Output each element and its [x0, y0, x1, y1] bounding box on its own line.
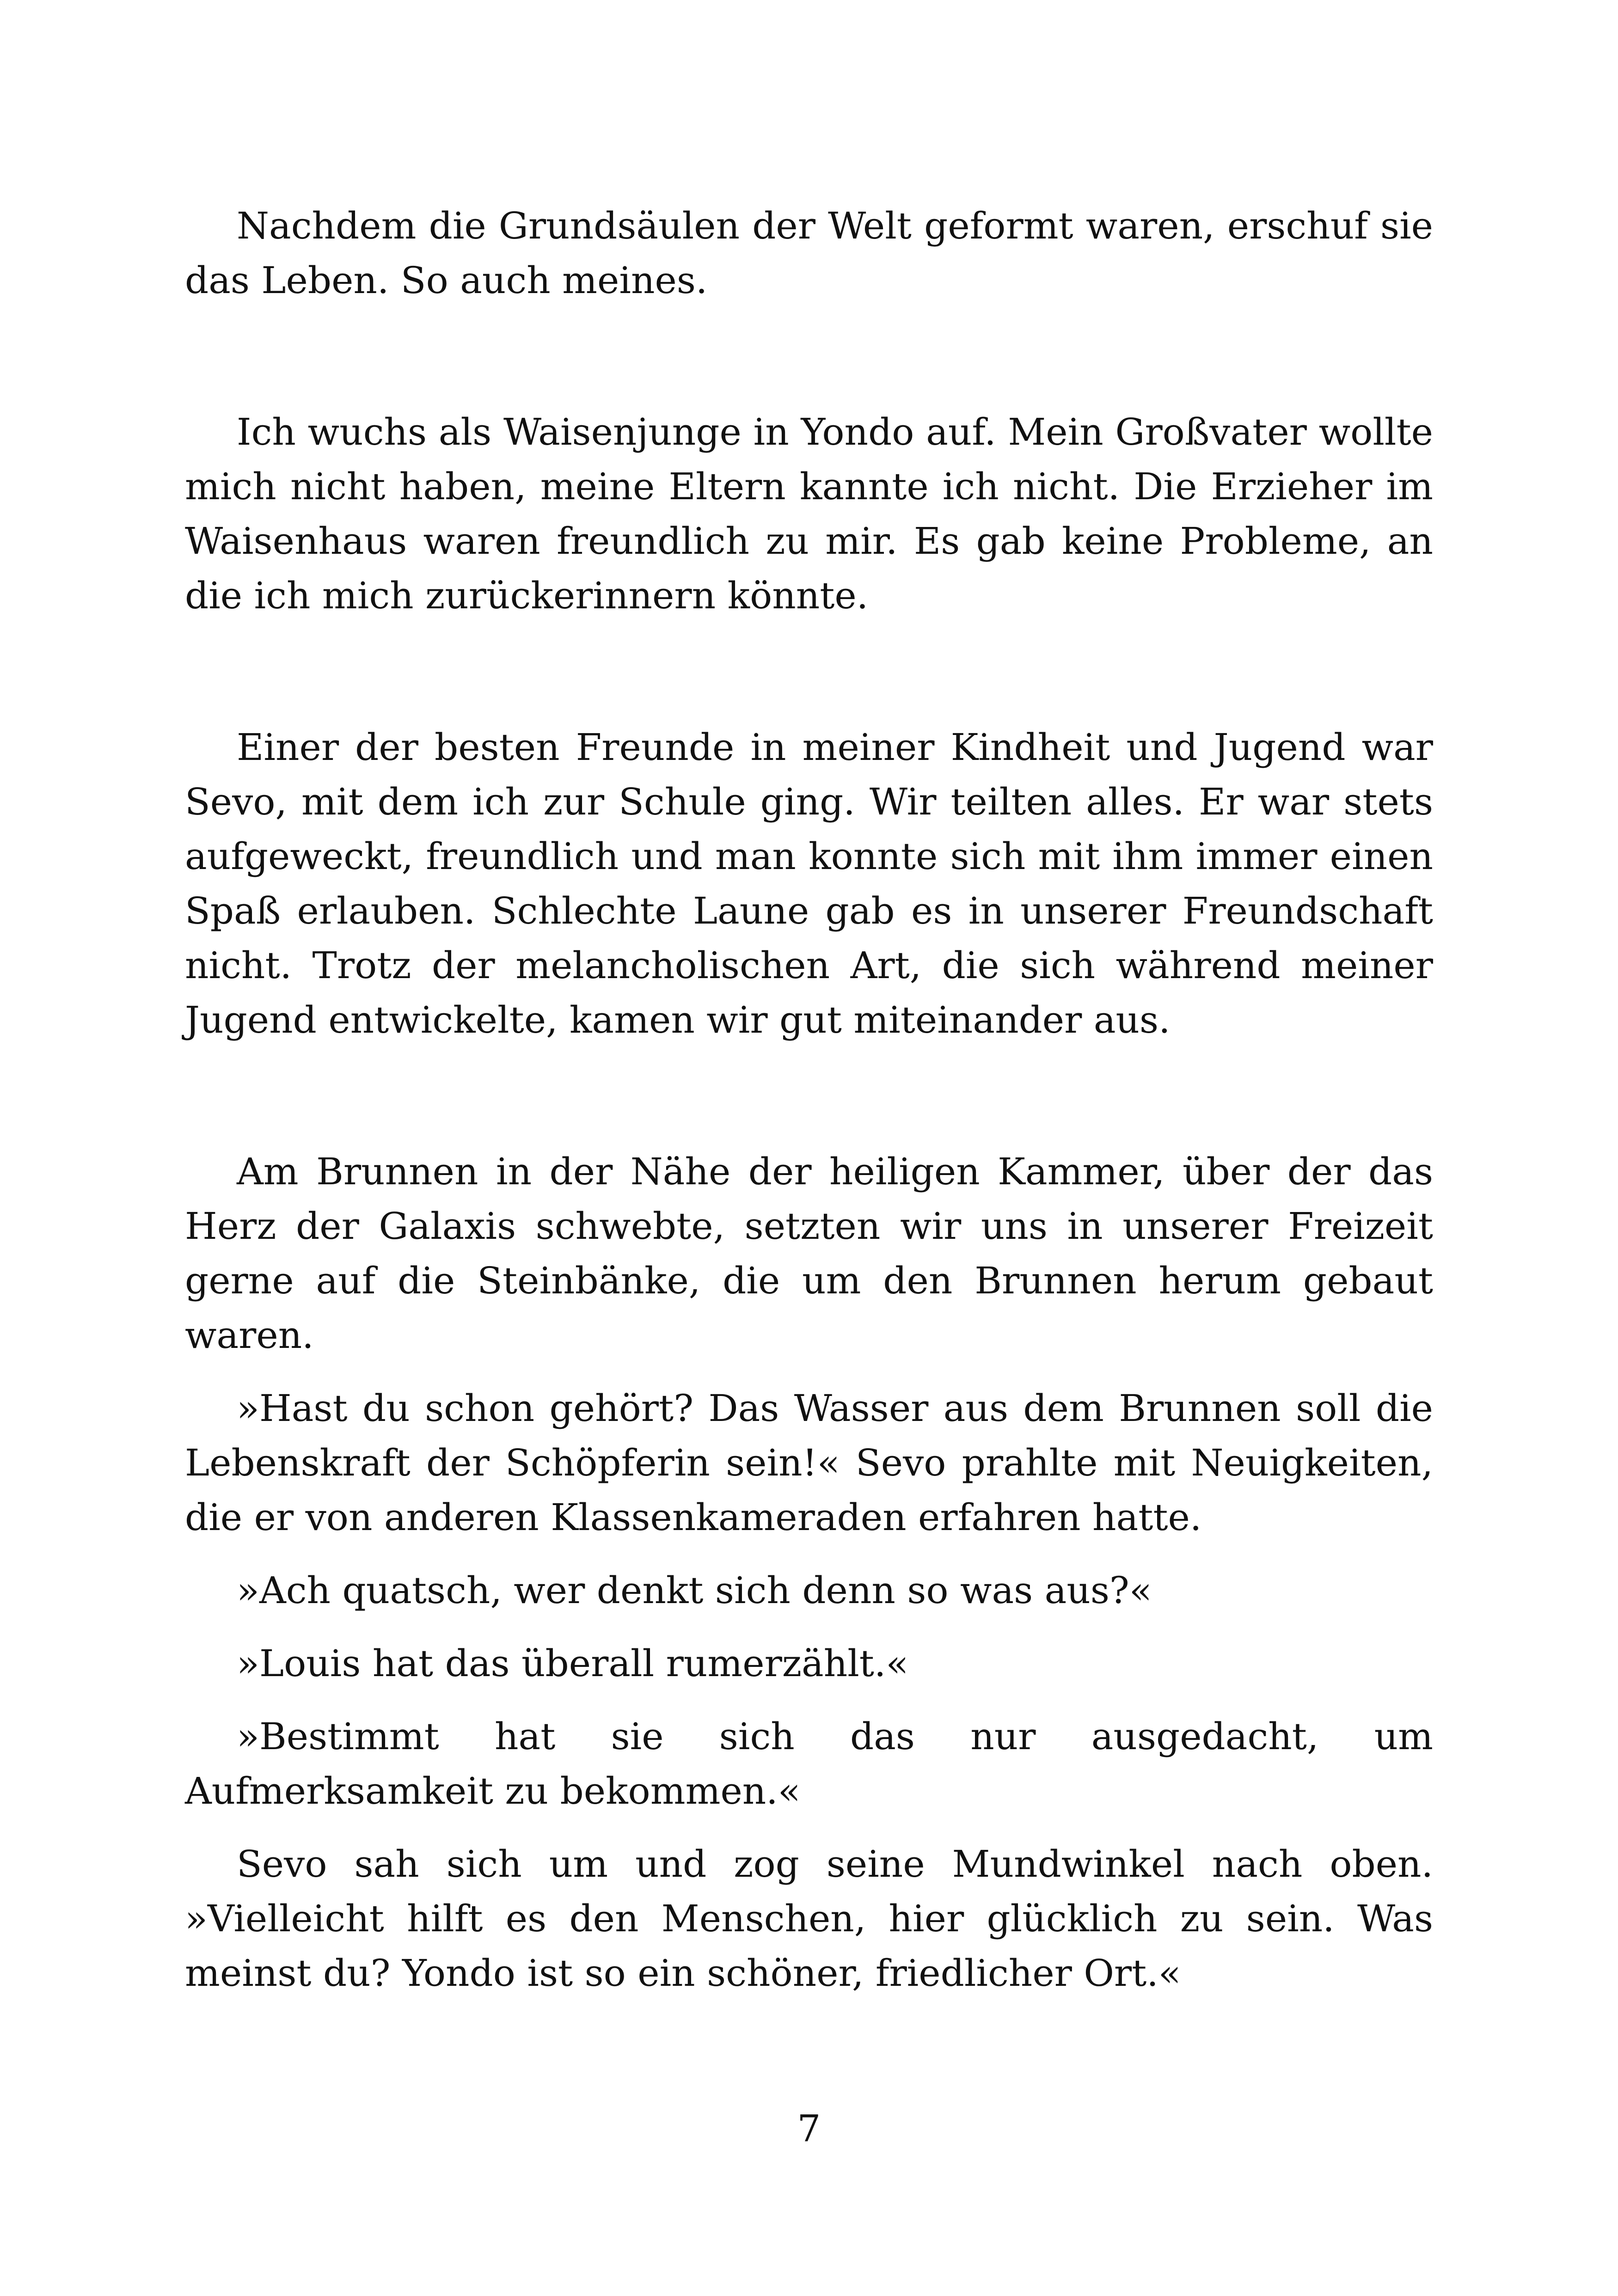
dialogue-3: »Louis hat das überall rumerzählt.« [237, 1642, 909, 1685]
paragraph-3: Einer der besten Freunde in meiner Kindheit und Jugend war Sevo, mit dem ich zur Schule ging. Wir teilten alles. Er war stets aufgeweckt, freundlich und man konnte sich mit ihm immer einen Spaß erlauben. Schlechte Laune gab es in unserer Freundschaft nicht. Trotz der melancholischen Art, die sich während meiner Jugend entwickelte, kamen wir gut miteinander aus. [185, 726, 1433, 1041]
page-number: 7 [797, 2107, 821, 2150]
dialogue-1: »Hast du schon gehört? Das Wasser aus dem Brunnen soll die Lebenskraft der Schöpferin sein!« Sevo prahlte mit Neuigkeiten, die er von anderen Klassenkameraden erfahren hatte. [185, 1387, 1433, 1539]
paragraph-final: Sevo sah sich um und zog seine Mundwinkel nach oben. »Vielleicht hilft es den Menschen, hier glücklich zu sein. Was meinst du? Yondo ist so ein schöner, friedlicher Ort.« [185, 1843, 1433, 1995]
paragraph-1: Nachdem die Grundsäulen der Welt geformt waren, erschuf sie das Leben. So auch meines. [185, 204, 1433, 302]
dialogue-4: »Bestimmt hat sie sich das nur ausgedacht, um Aufmerksamkeit zu bekommen.« [185, 1715, 1433, 1812]
paragraph-2: Ich wuchs als Waisenjunge in Yondo auf. Mein Großvater wollte mich nicht haben, meine Eltern kannte ich nicht. Die Erzieher im Waisenhaus waren freundlich zu mir. Es gab keine Probleme, an die ich mich zurückerinnern könnte. [185, 410, 1433, 617]
body-text [185, 199, 1433, 2001]
dialogue-2: »Ach quatsch, wer denkt sich denn so was aus?« [237, 1569, 1152, 1612]
paragraph-4: Am Brunnen in der Nähe der heiligen Kammer, über der das Herz der Galaxis schwebte, setzten wir uns in unserer Freizeit gerne auf die Steinbänke, die um den Brunnen herum gebaut waren. [185, 1150, 1433, 1357]
